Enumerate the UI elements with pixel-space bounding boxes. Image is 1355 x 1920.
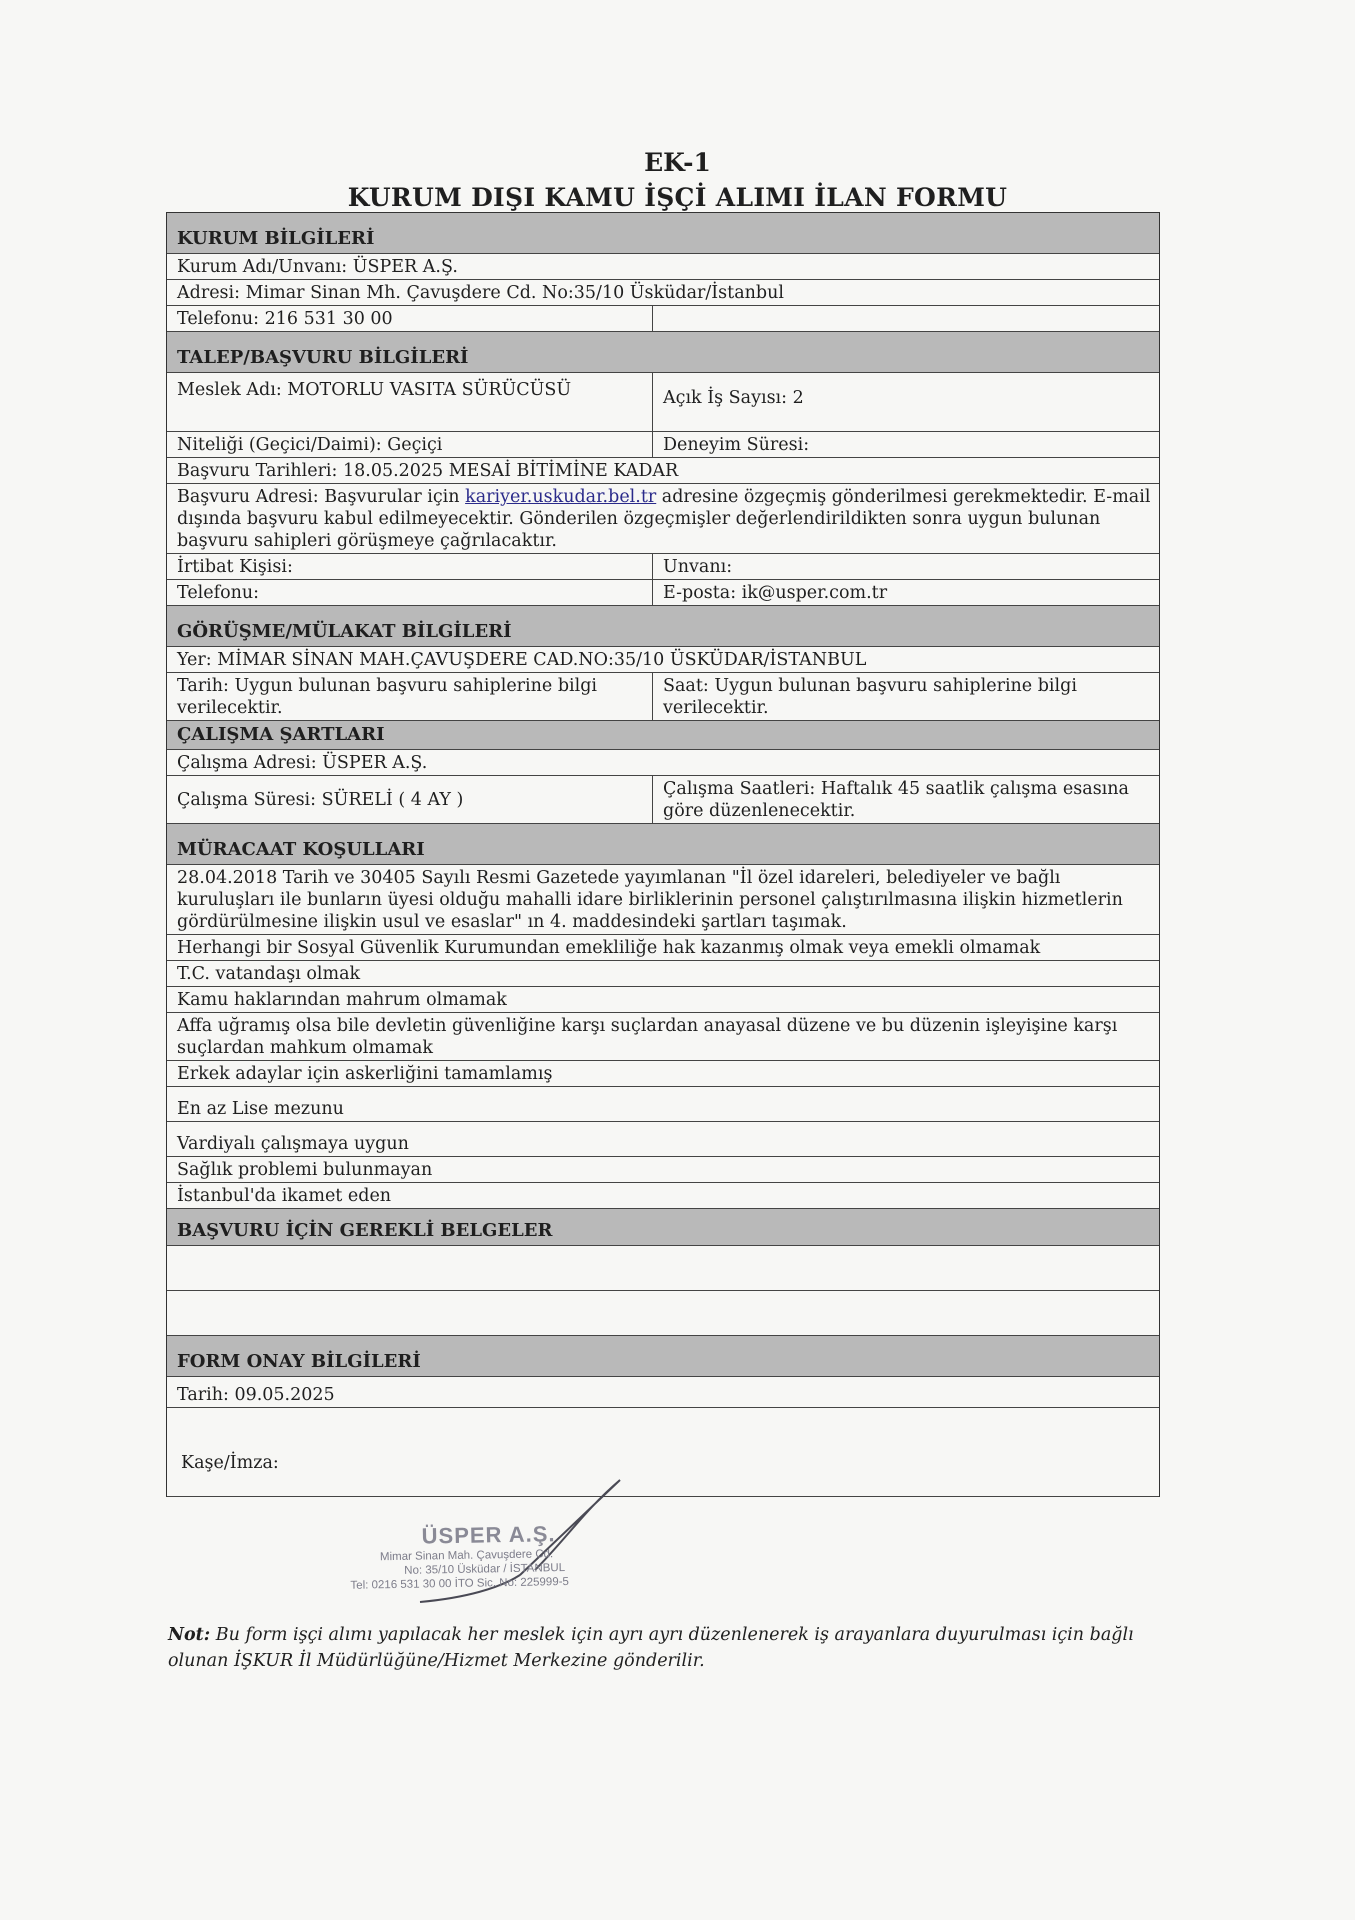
section-header-belgeler (167, 1209, 1159, 1246)
footnote-text: Bu form işçi alımı yapılacak her meslek için ayrı ayrı düzenlenerek iş arayanlara duyurulması için bağlı olunan İŞKUR İl Müdürlüğüne/Hizmet Merkezine gönderilir. (168, 1625, 1134, 1671)
interview-time: Saat: Uygun bulunan başvuru sahiplerine bilgi verilecektir. (663, 676, 1077, 718)
requirement-row (167, 961, 1159, 987)
career-site-link[interactable]: kariyer.uskudar.bel.tr (465, 487, 657, 507)
requirement-row (167, 1061, 1159, 1087)
section-header-muracaat (167, 824, 1159, 865)
form-row (167, 484, 1159, 554)
form-row (167, 776, 1159, 824)
requirement-row (167, 1013, 1159, 1061)
footnote-label: Not: (168, 1625, 211, 1645)
job-nature: Niteliği (Geçici/Daimi): Geçiçi (167, 432, 653, 457)
experience-duration: Deneyim Süresi: (663, 435, 810, 455)
application-dates: Başvuru Tarihleri: 18.05.2025 MESAİ BİTİMİNE KADAR (177, 461, 679, 481)
requirement-item: Sağlık problemi bulunmayan (177, 1160, 433, 1180)
form-row (167, 750, 1159, 776)
work-address: Çalışma Adresi: ÜSPER A.Ş. (177, 753, 428, 773)
requirement-item: En az Lise mezunu (177, 1099, 344, 1119)
page-title: KURUM DIŞI KAMU İŞÇİ ALIMI İLAN FORMU (347, 183, 1008, 212)
form-row (167, 554, 1159, 580)
open-positions: Açık İş Sayısı: 2 (663, 388, 804, 408)
requirement-row (167, 987, 1159, 1013)
requirement-item: İstanbul'da ikamet eden (177, 1186, 392, 1206)
empty-cell (653, 306, 1159, 331)
section-title: ÇALIŞMA ŞARTLARI (177, 724, 385, 745)
form-row (167, 254, 1159, 280)
requirement-item: 28.04.2018 Tarih ve 30405 Sayılı Resmi Gazetede yayımlanan "İl özel idareleri, belediyeler ve bağlı kuruluşları ile bunların üyesi olduğu mahalli idare birliklerinin personel çalıştırılmasına ilişkin hizmetlerin gördürülmesine ilişkin usul ve esaslar" ın 4. maddesindeki şartları taşımak. (177, 868, 1123, 932)
empty-row (167, 1246, 1159, 1291)
form-row (167, 432, 1159, 458)
requirement-item: Herhangi bir Sosyal Güvenlik Kurumundan emekliliğe hak kazanmış olmak veya emekli olmamak (177, 938, 1041, 958)
contact-phone: Telefonu: (167, 580, 653, 605)
announcement-form (166, 212, 1160, 1497)
stamp-phone-line: Tel: 0216 531 30 00 İTO Sic. No: 225999-5 (350, 1575, 570, 1592)
contact-email: E-posta: ik@usper.com.tr (663, 583, 888, 603)
form-row (167, 306, 1159, 332)
interview-date: Tarih: Uygun bulunan başvuru sahiplerine bilgi verilecektir. (167, 673, 653, 720)
occupation-name: Meslek Adı: MOTORLU VASITA SÜRÜCÜSÜ (167, 373, 653, 431)
footnote (168, 1622, 1168, 1674)
institution-phone: Telefonu: 216 531 30 00 (167, 306, 653, 331)
application-address (167, 484, 1159, 553)
section-header-talep (167, 332, 1159, 373)
requirement-row (167, 1087, 1159, 1122)
form-row (167, 580, 1159, 606)
form-row (167, 373, 1159, 432)
company-stamp (349, 1519, 670, 1593)
institution-name: Kurum Adı/Unvanı: ÜSPER A.Ş. (177, 257, 458, 277)
section-title: FORM ONAY BİLGİLERİ (177, 1351, 421, 1372)
stamp-address-line: Mimar Sinan Mah. Çavuşdere Cd. (379, 1548, 554, 1564)
form-row (167, 673, 1159, 721)
section-header-kurum (167, 213, 1159, 254)
section-title: MÜRACAAT KOŞULLARI (177, 839, 425, 860)
form-row (167, 458, 1159, 484)
requirement-item: Affa uğramış olsa bile devletin güvenliğine karşı suçlardan anayasal düzene ve bu düzenin işleyişine karşı suçlardan mahkum olmamak (177, 1016, 1118, 1058)
empty-row (167, 1291, 1159, 1336)
section-title: TALEP/BAŞVURU BİLGİLERİ (177, 347, 469, 368)
work-hours: Çalışma Saatleri: Haftalık 45 saatlik çalışma esasına göre düzenlenecektir. (663, 779, 1129, 821)
annex-label: EK-1 (644, 148, 711, 177)
interview-location: Yer: MİMAR SİNAN MAH.ÇAVUŞDERE CAD.NO:35/10 ÜSKÜDAR/İSTANBUL (177, 650, 867, 670)
requirement-item: Kamu haklarından mahrum olmamak (177, 990, 507, 1010)
section-title: GÖRÜŞME/MÜLAKAT BİLGİLERİ (177, 621, 512, 642)
requirement-row (167, 1157, 1159, 1183)
application-address-text: Başvuru Adresi: Başvurular için (177, 487, 466, 507)
requirement-item: Erkek adaylar için askerliğini tamamlamış (177, 1064, 553, 1084)
contact-title: Unvanı: (663, 557, 733, 577)
requirement-row (167, 1122, 1159, 1157)
work-duration: Çalışma Süresi: SÜRELİ ( 4 AY ) (167, 776, 653, 823)
stamp-signature-label: Kaşe/İmza: (181, 1453, 279, 1473)
contact-person: İrtibat Kişisi: (167, 554, 653, 579)
form-row (167, 1377, 1159, 1408)
section-title: BAŞVURU İÇİN GEREKLİ BELGELER (177, 1220, 553, 1241)
requirement-row (167, 935, 1159, 961)
requirement-item: T.C. vatandaşı olmak (177, 964, 361, 984)
stamp-company-name: ÜSPER A.Ş. (421, 1521, 556, 1549)
approval-date: Tarih: 09.05.2025 (177, 1385, 335, 1405)
institution-address: Adresi: Mimar Sinan Mh. Çavuşdere Cd. No:35/10 Üsküdar/İstanbul (177, 283, 784, 303)
application-address-text: adresine özgeçmiş gönderilmesi gerekmektedir. E-mail dışında başvuru kabul edilmeyecektir. Gönderilen özgeçmişler değerlendirildikten sonra uygun bulunan başvuru sahipleri görüşmeye çağrılacaktır. (177, 487, 1151, 551)
form-row (167, 280, 1159, 306)
requirement-row (167, 1183, 1159, 1209)
section-header-gorusme (167, 606, 1159, 647)
requirement-item: Vardiyalı çalışmaya uygun (177, 1134, 409, 1154)
section-header-onay (167, 1336, 1159, 1377)
stamp-address-line: No: 35/10 Üsküdar / İSTANBUL (404, 1562, 566, 1577)
section-header-calisma (167, 721, 1159, 750)
requirement-row (167, 865, 1159, 935)
section-title: KURUM BİLGİLERİ (177, 228, 375, 249)
form-row (167, 647, 1159, 673)
